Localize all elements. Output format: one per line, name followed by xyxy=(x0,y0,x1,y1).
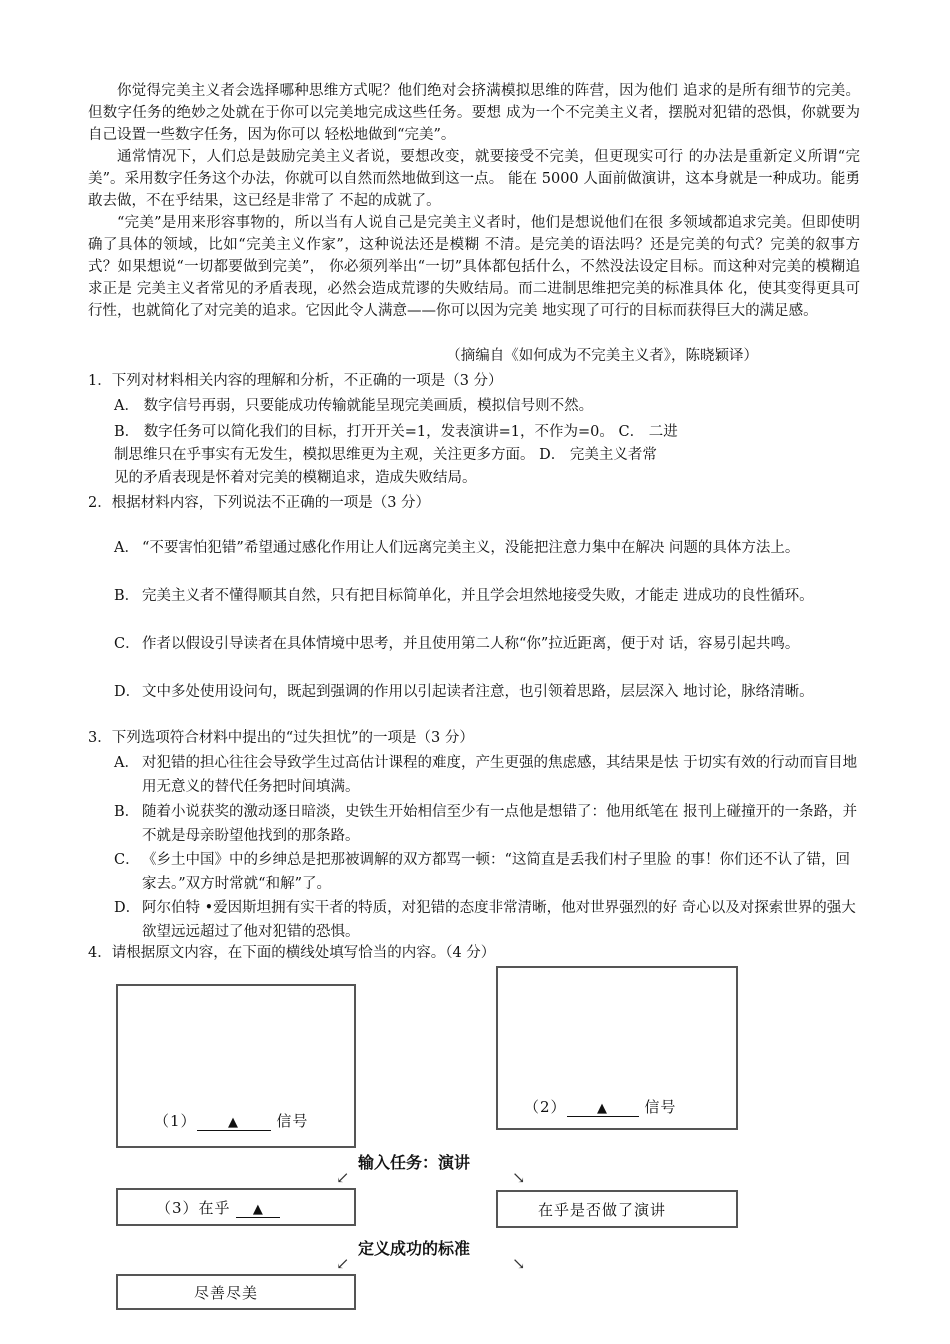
option-label: B． xyxy=(114,588,140,604)
box-1-number: （1） xyxy=(154,1112,197,1130)
question-4-stem: 4．请根据原文内容，在下面的横线处填写恰当的内容。（4 分） xyxy=(88,945,496,961)
question-3-option-d xyxy=(114,896,860,944)
input-task-label: 输入任务：演讲 xyxy=(358,1153,471,1172)
box-2-number: （2） xyxy=(524,1098,567,1116)
triangle-icon: ▲ xyxy=(228,1115,240,1130)
passage-source: （摘编自《如何成为不完美主义者》，陈晓颖译） xyxy=(446,348,758,364)
question-1-option-b-line3: 见的矛盾表现是怀着对完美的模糊追求，造成失败结局。 xyxy=(114,470,477,486)
question-1-option-b-line2: 制思维只在乎事实有无发生，模拟思维更为主观，关注更多方面。 D． 完美主义者常 xyxy=(114,447,657,463)
box-2-suffix: 信号 xyxy=(644,1098,677,1116)
question-3-option-b xyxy=(114,800,860,848)
option-text: 对犯错的担心往往会导致学生过高估计课程的难度，产生更强的焦虑感，其结果是怯 于切实有效的行动而盲目地用无意义的替代任务把时间填满。 xyxy=(142,755,858,795)
diagram-box-5 xyxy=(116,1274,356,1310)
define-standard-label: 定义成功的标准 xyxy=(358,1239,471,1258)
question-2-option-a xyxy=(114,536,860,560)
question-3-stem: 3．下列选项符合材料中提出的“过失担忧”的一项是（3 分） xyxy=(88,730,474,746)
question-2-option-d xyxy=(114,680,860,704)
triangle-icon: ▲ xyxy=(597,1101,609,1116)
option-label: C． xyxy=(114,852,140,868)
box-4-label: 在乎是否做了演讲 xyxy=(538,1201,667,1219)
box-5-label: 尽善尽美 xyxy=(194,1284,259,1302)
passage-paragraph-2: 通常情况下，人们总是鼓励完美主义者说，要想改变，就要接受不完美，但更现实可行 的办法是重新定义所谓“完美”。采用数字任务这个办法，你就可以自然而然地做到这一点。 能在 5000 人面前做演讲，这本身就是一种成功。能勇敢去做，不在乎结果，这已经是非常了 不起的成就了。 xyxy=(88,149,860,209)
arrow-down-left-icon: ↙ xyxy=(336,1168,350,1187)
box-1-label xyxy=(154,1110,308,1131)
option-text: 文中多处使用设问句，既起到强调的作用以引起读者注意，也引领着思路，层层深入 地讨论，脉络清晰。 xyxy=(142,684,814,700)
question-1-option-a: A． 数字信号再弱，只要能成功传输就能呈现完美画质，模拟信号则不然。 xyxy=(114,398,594,414)
question-3-option-c xyxy=(114,848,860,896)
box-1-suffix: 信号 xyxy=(276,1112,309,1130)
box-2-label xyxy=(524,1096,676,1117)
option-label: B． xyxy=(114,804,140,820)
option-text: 阿尔伯特 •爱因斯坦拥有实干者的特质，对犯错的态度非常清晰，他对世界强烈的好 奇心以及对探索世界的强大欲望远远超过了他对犯错的恐惧。 xyxy=(142,900,856,940)
answer-blank-1[interactable] xyxy=(197,1112,271,1131)
question-1-option-b-line1: B． 数字任务可以简化我们的目标，打开开关=1，发表演讲=1，不作为=0。 C． 二进 xyxy=(114,424,678,440)
arrow-down-right-icon: ↘ xyxy=(512,1168,526,1187)
option-text: 随着小说获奖的激动逐日暗淡，史铁生开始相信至少有一点他是想错了：他用纸笔在 报刊上碰撞开的一条路，并不就是母亲盼望他找到的那条路。 xyxy=(142,804,858,844)
option-text: 《乡土中国》中的乡绅总是把那被调解的双方都骂一顿：“这简直是丢我们村子里脸 的事！你们还不认了错，回家去。”双方时常就“和解”了。 xyxy=(142,852,851,892)
option-text: 完美主义者不懂得顺其自然，只有把目标简单化，并且学会坦然地接受失败，才能走 进成功的良性循环。 xyxy=(142,588,814,604)
box-3-label xyxy=(156,1197,280,1218)
diagram-box-1 xyxy=(116,984,356,1148)
answer-blank-2[interactable] xyxy=(567,1098,639,1117)
diagram-box-3 xyxy=(116,1188,356,1226)
option-label: D． xyxy=(114,900,141,916)
question-2-option-c xyxy=(114,632,860,656)
option-text: “不要害怕犯错”希望通过感化作用让人们远离完美主义，没能把注意力集中在解决 问题的具体方法上。 xyxy=(142,540,800,556)
triangle-icon: ▲ xyxy=(252,1202,264,1217)
diagram-box-4 xyxy=(496,1190,738,1228)
question-2-option-b xyxy=(114,584,860,608)
diagram-box-2 xyxy=(496,966,738,1130)
arrow-down-left-icon: ↙ xyxy=(336,1254,350,1273)
question-1-stem: 1．下列对材料相关内容的理解和分析，不正确的一项是（3 分） xyxy=(88,373,503,389)
answer-blank-3[interactable] xyxy=(236,1199,280,1218)
question-3-option-a xyxy=(114,751,860,799)
option-label: A． xyxy=(114,755,139,771)
option-text: 作者以假设引导读者在具体情境中思考，并且使用第二人称“你”拉近距离，便于对 话，容易引起共鸣。 xyxy=(142,636,800,652)
passage-paragraph-3: “完美”是用来形容事物的，所以当有人说自己是完美主义者时，他们是想说他们在很 多领域都追求完美。但即使明确了具体的领域，比如“完美主义作家”，这种说法还是模糊 不清。是完美的语法吗？还是完美的句式？完美的叙事方式？如果想说“一切都要做到完美”， 你必须列举出“一切”具体都包括什么，不然没法设定目标。而这种对完美的模糊追求正是 完美主义者常见的矛盾表现，必然会造成荒谬的失败结局。而二进制思维把完美的标准具体 化，使其变得更具可行性，也就简化了对完美的追求。它因此令人满意——你可以因为完美 地实现了可行的目标而获得巨大的满足感。 xyxy=(88,215,860,319)
option-label: D． xyxy=(114,684,141,700)
question-2-stem: 2．根据材料内容，下列说法不正确的一项是（3 分） xyxy=(88,495,431,511)
passage-paragraph-1: 你觉得完美主义者会选择哪种思维方式呢？他们绝对会挤满模拟思维的阵营，因为他们 追求的是所有细节的完美。但数字任务的绝妙之处就在于你可以完美地完成这些任务。要想 成为一个不完美主义者，摆脱对犯错的恐惧，你就要为自己设置一些数字任务，因为你可以 轻松地做到“完美”。 xyxy=(88,83,860,143)
arrow-down-right-icon: ↘ xyxy=(512,1254,526,1273)
box-3-prefix: （3）在乎 xyxy=(156,1199,231,1217)
option-label: C． xyxy=(114,636,140,652)
option-label: A． xyxy=(114,540,139,556)
